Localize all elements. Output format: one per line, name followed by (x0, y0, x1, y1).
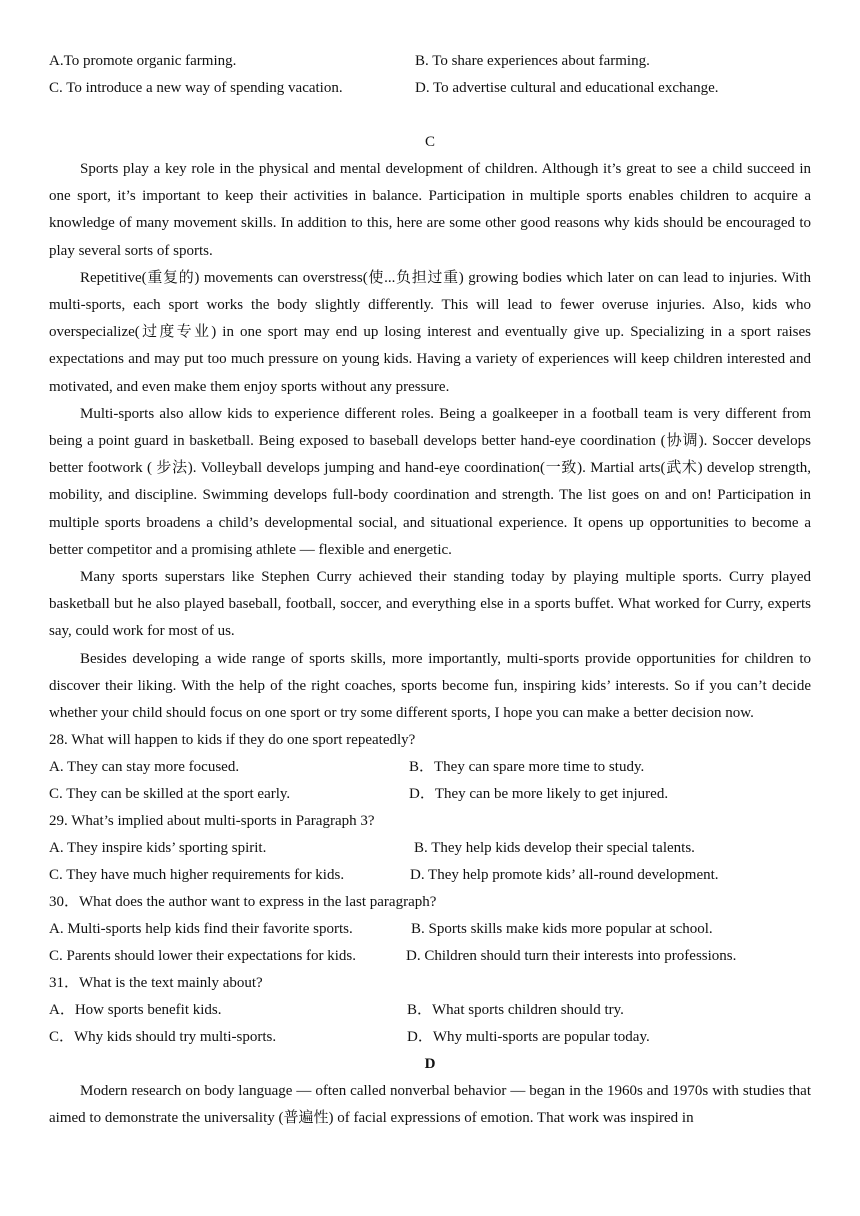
q29-option-b: B. They help kids develop their special talents. (414, 840, 695, 857)
section-c-paragraph-2: Repetitive(重复的) movements can overstress(使...负担过重) growing bodies which later on can lead to injuries. With multi-sports, each sport works the body slightly differently. This will lead to fewer overuse injuries. Also, kids who overspecialize(过度专业) in one sport may end up losing interest and eventually give up. Specializing in a sport raises expectations and may put too much pressure on young kids. Having a variety of experiences will keep children interested and motivated, and even make them enjoy sports without any pressure. (49, 269, 811, 395)
q30-option-a: A. Multi-sports help kids find their favorite sports. (49, 921, 353, 938)
q30-option-d: D. Children should turn their interests into professions. (406, 948, 737, 965)
section-d-heading: D (424, 1056, 436, 1073)
option-b: B. To share experiences about farming. (415, 53, 650, 69)
q30-option-b: B. Sports skills make kids more popular at school. (411, 921, 713, 938)
option-c: C. To introduce a new way of spending vacation. (49, 80, 343, 96)
q31-option-d: D．Why multi-sports are popular today. (407, 1029, 650, 1046)
question-28-stem: 28. What will happen to kids if they do one sport repeatedly? (49, 732, 416, 749)
prev-options-row-1 (49, 48, 811, 75)
question-28-options-row-2 (49, 781, 811, 808)
q29-option-d: D. They help promote kids’ all-round development. (410, 867, 719, 884)
question-29-options-row-2 (49, 862, 811, 889)
prev-options-row-2 (49, 75, 811, 102)
section-c-paragraph-3: Multi-sports also allow kids to experience different roles. Being a goalkeeper in a football team is very different from being a point guard in basketball. Being exposed to baseball develops better hand-eye coordination (协调). Soccer develops better footwork ( 步法). Volleyball develops jumping and hand-eye coordination(一致). Martial arts(武术) develop strength, mobility, and discipline. Swimming develops full-body coordination and strength. The list goes on and on! Participation in multiple sports broadens a child’s developmental social, and situational experience. It opens up opportunities to become a better competitor and a promising athlete — flexible and energetic. (49, 405, 811, 558)
q28-option-a: A. They can stay more focused. (49, 759, 240, 776)
question-28-options-row-1 (49, 754, 811, 781)
section-c-paragraph-5: Besides developing a wide range of sports skills, more importantly, multi-sports provide opportunities for children to discover their liking. With the help of the right coaches, sports become fun, inspiring kids’ interests. So if you can’t decide whether your child should focus on one sport or try some different sports, I hope you can make a better decision now. (49, 650, 811, 722)
question-30-options-row-2 (49, 943, 811, 970)
section-c-heading: C (424, 134, 435, 150)
section-c-paragraph-1: Sports play a key role in the physical and mental development of children. Although it’s great to see a child succeed in one sport, it’s important to keep their activities in balance. Participation in multiple sports enables children to acquire a knowledge of many movement skills. In addition to this, here are some other good reasons why kids should be encouraged to play several sorts of sports. (49, 161, 811, 259)
question-31-options-row-2 (49, 1024, 811, 1051)
q29-option-a: A. They inspire kids’ sporting spirit. (49, 840, 267, 857)
question-31-options-row-1 (49, 997, 811, 1024)
document-page (49, 0, 811, 1133)
q31-option-c: C．Why kids should try multi-sports. (49, 1029, 277, 1046)
question-30-options-row-1 (49, 916, 811, 943)
q31-option-b: B．What sports children should try. (407, 1002, 624, 1019)
option-a: A.To promote organic farming. (49, 53, 237, 69)
q30-option-c: C. Parents should lower their expectations for kids. (49, 948, 357, 965)
question-29-stem: 29. What’s implied about multi-sports in Paragraph 3? (49, 813, 375, 830)
question-29-options-row-1 (49, 835, 811, 862)
question-30-stem: 30．What does the author want to express in the last paragraph? (49, 894, 437, 911)
q28-option-c: C. They can be skilled at the sport early. (49, 786, 291, 803)
q28-option-d: D．They can be more likely to get injured. (409, 786, 669, 803)
q29-option-c: C. They have much higher requirements for kids. (49, 867, 345, 884)
q28-option-b: B．They can spare more time to study. (409, 759, 645, 776)
section-c-paragraph-4: Many sports superstars like Stephen Curry achieved their standing today by playing multiple sports. Curry played basketball but he also played baseball, football, soccer, and everything else in a sports buffet. What worked for Curry, experts say, could work for most of us. (49, 569, 811, 640)
section-d-paragraph-1: Modern research on body language — often called nonverbal behavior — began in the 1960s and 1970s with studies that aimed to demonstrate the universality (普遍性) of facial expressions of emotion. That work was inspired in (49, 1083, 811, 1127)
option-d: D. To advertise cultural and educational exchange. (415, 80, 719, 96)
q31-option-a: A．How sports benefit kids. (49, 1002, 222, 1019)
question-31-stem: 31．What is the text mainly about? (49, 975, 263, 992)
